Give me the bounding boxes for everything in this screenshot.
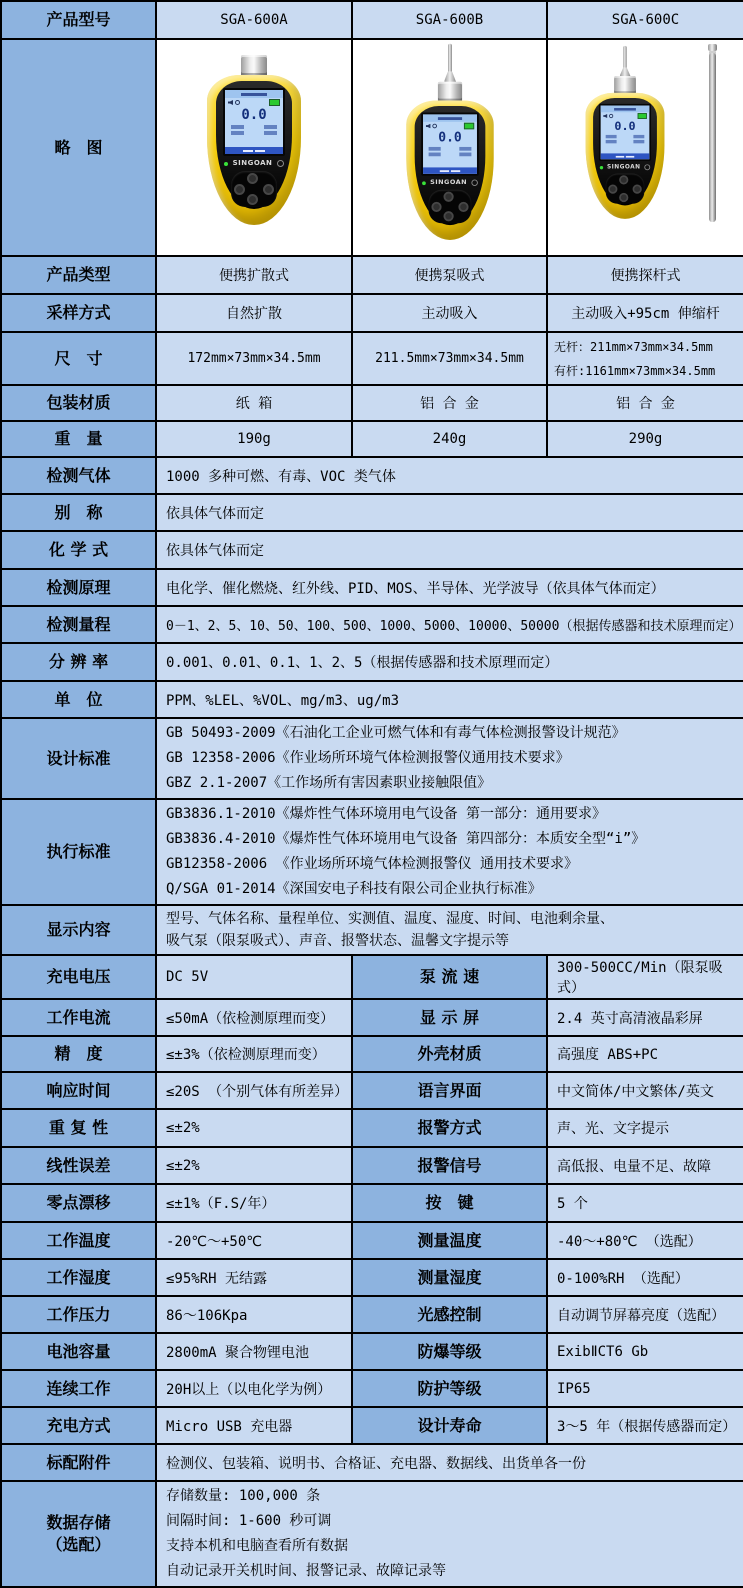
- volume-icon: [228, 100, 233, 105]
- screen-statusbar: [225, 147, 283, 154]
- led-indicator: [224, 162, 228, 166]
- sampling-probe: [579, 46, 671, 76]
- value-unit: PPM、%LEL、%VOL、mg/m3、ug/m3: [156, 681, 743, 718]
- key-left: [608, 184, 617, 193]
- label-language-ui: 语言界面: [352, 1072, 547, 1109]
- label-sketch: 略 图: [1, 39, 156, 256]
- execution-standard-line1: GB3836.1-2010《爆炸性气体环境用电气设备 第一部分：通用要求》: [166, 806, 607, 822]
- led-indicator: [421, 181, 425, 185]
- display-content-line2: 吸气泵（限泵吸式）、声音、报警状态、温馨文字提示等: [166, 933, 509, 949]
- brand-label: SINGOAN: [429, 178, 467, 187]
- label-alias: 别 称: [1, 494, 156, 531]
- label-repeatability: 重 复 性: [1, 1109, 156, 1147]
- value-detection-principle: 电化学、催化燃烧、红外线、PID、MOS、半导体、光学波导（依具体气体而定）: [156, 569, 743, 606]
- volume-icon: [603, 114, 607, 118]
- value-dimensions-c-line2: 有杆:1161mm×73mm×34.5mm: [554, 363, 716, 378]
- value-dimensions-c: [547, 332, 743, 385]
- sketch-cell-b: [352, 39, 547, 256]
- label-display-content: 显示内容: [1, 905, 156, 955]
- device-screen: [223, 88, 285, 156]
- value-data-storage: [156, 1481, 743, 1587]
- device-screen: [421, 113, 479, 176]
- label-zero-drift: 零点漂移: [1, 1184, 156, 1222]
- value-buttons: 5 个: [547, 1184, 743, 1222]
- key-menu: [619, 175, 628, 184]
- screen-reading: 0.0: [437, 130, 462, 146]
- data-storage-line4: 自动记录开关机时间、报警记录、故障记录等: [166, 1563, 446, 1579]
- value-measuring-temperature: -40～+80℃ （选配）: [547, 1222, 743, 1259]
- device-shell: [207, 75, 301, 225]
- key-right: [263, 184, 274, 195]
- device-front-panel: [414, 106, 485, 225]
- label-alarm-signal: 报警信号: [352, 1147, 547, 1184]
- device-screen: [599, 104, 651, 161]
- value-detection-range: 0－1、2、5、10、50、100、500、1000、5000、10000、50000（根据传感器和技术原理而定）: [156, 606, 743, 643]
- label-working-humidity: 工作湿度: [1, 1259, 156, 1296]
- battery-icon: [638, 113, 647, 119]
- key-right: [458, 202, 468, 212]
- label-battery-capacity: 电池容量: [1, 1333, 156, 1370]
- execution-standard-line2: GB3836.4-2010《爆炸性气体环境用电气设备 第四部分：本质安全型“i”》: [166, 831, 646, 847]
- value-working-temperature: -20℃～+50℃: [156, 1222, 352, 1259]
- brand-label: SINGOAN: [232, 159, 273, 167]
- design-standard-line1: GB 50493-2009《石油化工企业可燃气体和有毒气体检测报警设计规范》: [166, 725, 626, 741]
- label-design-life: 设计寿命: [352, 1407, 547, 1444]
- keypad: [606, 174, 645, 204]
- sampling-probe: [398, 43, 500, 82]
- screen-titlebar: [601, 106, 650, 113]
- label-charging-voltage: 充电电压: [1, 955, 156, 999]
- device-shell: [406, 100, 493, 240]
- power-icon: [277, 160, 284, 167]
- label-detected-gas: 检测气体: [1, 457, 156, 494]
- model-name-b: SGA-600B: [352, 1, 547, 39]
- value-display-screen: 2.4 英寸高清液晶彩屏: [547, 999, 743, 1036]
- key-left: [234, 184, 245, 195]
- screen-statusbar: [601, 153, 650, 159]
- keypad: [428, 190, 471, 223]
- label-detection-principle: 检测原理: [1, 569, 156, 606]
- value-response-time: ≤20S （个别气体有所差异）: [156, 1072, 352, 1109]
- key-left: [431, 202, 441, 212]
- value-accuracy: ≤±3%（依检测原理而变）: [156, 1036, 352, 1072]
- label-display-screen: 显 示 屏: [352, 999, 547, 1036]
- value-zero-drift: ≤±1%（F.S/年）: [156, 1184, 352, 1222]
- value-display-content: [156, 905, 743, 955]
- sketch-cell-c: [547, 39, 743, 256]
- model-name-c: SGA-600C: [547, 1, 743, 39]
- led-indicator: [599, 166, 602, 169]
- value-working-current: ≤50mA（依检测原理而变）: [156, 999, 352, 1036]
- label-data-storage: [1, 1481, 156, 1587]
- device-image-sga-600b: [353, 40, 546, 255]
- telescopic-rod: [709, 50, 716, 222]
- device-shell: [586, 93, 665, 219]
- screen-reading: 0.0: [241, 107, 267, 123]
- label-buttons: 按 键: [352, 1184, 547, 1222]
- label-working-temperature: 工作温度: [1, 1222, 156, 1259]
- label-unit: 单 位: [1, 681, 156, 718]
- value-alarm-signal: 高低报、电量不足、故障: [547, 1147, 743, 1184]
- value-weight-b: 240g: [352, 421, 547, 457]
- label-product-model: 产品型号: [1, 1, 156, 39]
- value-product-type-b: 便携泵吸式: [352, 256, 547, 294]
- label-measuring-temperature: 测量温度: [352, 1222, 547, 1259]
- label-linearity-error: 线性误差: [1, 1147, 156, 1184]
- value-weight-c: 290g: [547, 421, 743, 457]
- execution-standard-line3: GB12358-2006 《作业场所环境气体检测报警仪 通用技术要求》: [166, 856, 579, 872]
- value-continuous-work: 20H以上（以电化学为例）: [156, 1370, 352, 1407]
- value-packaging-a: 纸 箱: [156, 385, 352, 421]
- value-alias: 依具体气体而定: [156, 494, 743, 531]
- brand-label: SINGOAN: [607, 163, 641, 171]
- value-sampling-a: 自然扩散: [156, 294, 352, 332]
- screen-statusbar: [423, 167, 477, 174]
- value-execution-standard: [156, 799, 743, 905]
- value-measuring-humidity: 0-100%RH （选配）: [547, 1259, 743, 1296]
- label-continuous-work: 连续工作: [1, 1370, 156, 1407]
- label-packaging-material: 包装材质: [1, 385, 156, 421]
- value-explosion-proof-grade: ExibⅡCT6 Gb: [547, 1333, 743, 1370]
- label-shell-material: 外壳材质: [352, 1036, 547, 1072]
- data-storage-label-line2: （选配）: [46, 1535, 111, 1554]
- label-dimensions: 尺 寸: [1, 332, 156, 385]
- value-working-humidity: ≤95%RH 无结露: [156, 1259, 352, 1296]
- label-design-standard: 设计标准: [1, 718, 156, 799]
- value-dimensions-b: 211.5mm×73mm×34.5mm: [352, 332, 547, 385]
- value-charging-voltage: DC 5V: [156, 955, 352, 999]
- label-detection-range: 检测量程: [1, 606, 156, 643]
- value-alarm-mode: 声、光、文字提示: [547, 1109, 743, 1147]
- label-alarm-mode: 报警方式: [352, 1109, 547, 1147]
- sensor-status-icon: [235, 100, 240, 105]
- label-chemical-formula: 化 学 式: [1, 531, 156, 569]
- keypad: [231, 171, 277, 207]
- power-icon: [471, 180, 478, 187]
- value-packaging-b: 铝 合 金: [352, 385, 547, 421]
- data-storage-label-line1: 数据存储: [46, 1513, 111, 1533]
- label-explosion-proof-grade: 防爆等级: [352, 1333, 547, 1370]
- value-dimensions-a: 172mm×73mm×34.5mm: [156, 332, 352, 385]
- sensor-status-icon: [432, 124, 437, 129]
- key-right: [633, 184, 642, 193]
- sensor-cap: [437, 82, 461, 102]
- value-design-standard: [156, 718, 743, 799]
- label-resolution: 分 辨 率: [1, 643, 156, 681]
- value-resolution: 0.001、0.01、0.1、1、2、5（根据传感器和技术原理而定）: [156, 643, 743, 681]
- design-standard-line3: GBZ 2.1-2007《工作场所有害因素职业接触限值》: [166, 775, 492, 791]
- value-product-type-a: 便携扩散式: [156, 256, 352, 294]
- battery-icon: [463, 123, 473, 130]
- label-light-control: 光感控制: [352, 1296, 547, 1333]
- key-enter: [247, 194, 258, 205]
- device-image-sga-600c: [548, 40, 743, 253]
- value-product-type-c: 便携探杆式: [547, 256, 743, 294]
- label-weight: 重 量: [1, 421, 156, 457]
- value-weight-a: 190g: [156, 421, 352, 457]
- screen-titlebar: [423, 114, 477, 121]
- screen-reading: 0.0: [614, 119, 636, 134]
- value-packaging-c: 铝 合 金: [547, 385, 743, 421]
- value-sampling-c: 主动吸入+95cm 伸缩杆: [547, 294, 743, 332]
- model-name-a: SGA-600A: [156, 1, 352, 39]
- label-sampling-method: 采样方式: [1, 294, 156, 332]
- value-language-ui: 中文简体/中文繁体/英文: [547, 1072, 743, 1109]
- data-storage-line1: 存储数量: 100,000 条: [166, 1488, 321, 1504]
- label-working-pressure: 工作压力: [1, 1296, 156, 1333]
- value-pump-flow-rate: 300-500CC/Min（限泵吸式）: [547, 955, 743, 999]
- device-front-panel: [593, 98, 657, 206]
- sensor-cap: [241, 55, 267, 77]
- battery-icon: [269, 99, 280, 106]
- execution-standard-line4: Q/SGA 01-2014《深国安电子科技有限公司企业执行标准》: [166, 881, 542, 897]
- device-front-panel: [216, 81, 292, 209]
- value-light-control: 自动调节屏幕亮度（选配）: [547, 1296, 743, 1333]
- value-working-pressure: 86～106Kpa: [156, 1296, 352, 1333]
- label-charging-method: 充电方式: [1, 1407, 156, 1444]
- volume-icon: [425, 124, 430, 129]
- data-storage-line3: 支持本机和电脑查看所有数据: [166, 1538, 348, 1554]
- label-protection-grade: 防护等级: [352, 1370, 547, 1407]
- display-content-line1: 型号、气体名称、量程单位、实测值、温度、湿度、时间、电池剩余量、: [166, 911, 614, 927]
- screen-titlebar: [225, 90, 283, 98]
- data-storage-line2: 间隔时间: 1-600 秒可调: [166, 1513, 332, 1529]
- sensor-status-icon: [609, 114, 613, 118]
- label-execution-standard: 执行标准: [1, 799, 156, 905]
- value-repeatability: ≤±2%: [156, 1109, 352, 1147]
- sensor-cap: [614, 76, 636, 94]
- key-enter: [619, 193, 628, 202]
- label-pump-flow-rate: 泵 流 速: [352, 955, 547, 999]
- value-standard-accessories: 检测仪、包装箱、说明书、合格证、充电器、数据线、出货单各一份: [156, 1444, 743, 1481]
- device-image-sga-600a: [157, 40, 351, 225]
- label-standard-accessories: 标配附件: [1, 1444, 156, 1481]
- key-menu: [247, 173, 258, 184]
- power-icon: [645, 164, 651, 170]
- label-accuracy: 精 度: [1, 1036, 156, 1072]
- value-chemical-formula: 依具体气体而定: [156, 531, 743, 569]
- value-dimensions-c-line1: 无杆：211mm×73mm×34.5mm: [554, 339, 713, 354]
- label-product-type: 产品类型: [1, 256, 156, 294]
- label-measuring-humidity: 测量湿度: [352, 1259, 547, 1296]
- value-linearity-error: ≤±2%: [156, 1147, 352, 1184]
- key-enter: [443, 211, 453, 221]
- label-working-current: 工作电流: [1, 999, 156, 1036]
- value-charging-method: Micro USB 充电器: [156, 1407, 352, 1444]
- design-standard-line2: GB 12358-2006《作业场所环境气体检测报警仪通用技术要求》: [166, 750, 570, 766]
- value-detected-gas: 1000 多种可燃、有毒、VOC 类气体: [156, 457, 743, 494]
- value-design-life: 3～5 年（根据传感器而定）: [547, 1407, 743, 1444]
- value-battery-capacity: 2800mA 聚合物锂电池: [156, 1333, 352, 1370]
- value-sampling-b: 主动吸入: [352, 294, 547, 332]
- key-menu: [443, 192, 453, 202]
- sketch-cell-a: [156, 39, 352, 256]
- label-response-time: 响应时间: [1, 1072, 156, 1109]
- value-protection-grade: IP65: [547, 1370, 743, 1407]
- value-shell-material: 高强度 ABS+PC: [547, 1036, 743, 1072]
